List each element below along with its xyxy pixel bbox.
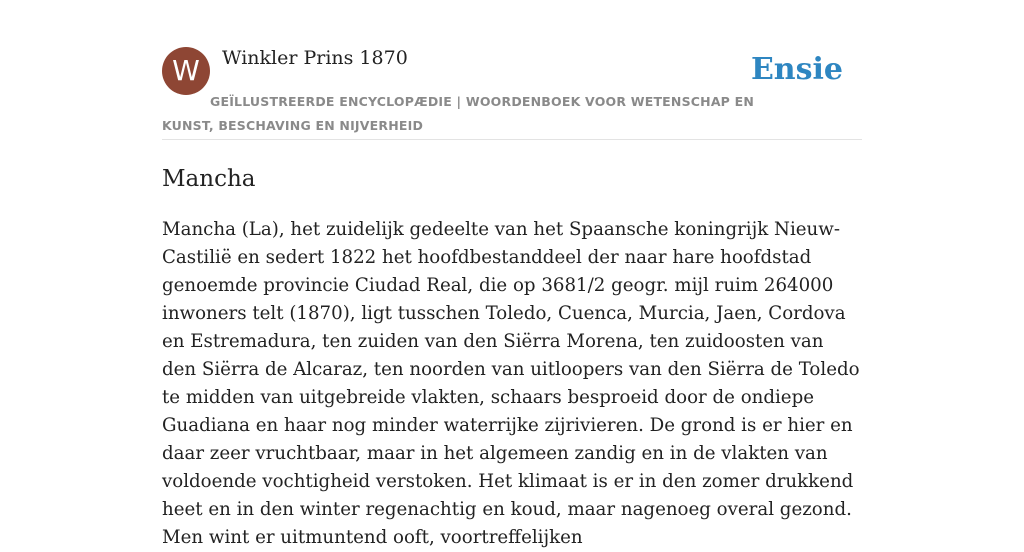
source-title[interactable]: Winkler Prins 1870	[222, 47, 408, 69]
source-subtitle: GEÏLLUSTREERDE ENCYCLOPÆDIE | WOORDENBOEK VOOR WETENSCHAP EN KUNST, BESCHAVING EN NIJVERHEID	[162, 94, 755, 133]
article-headword: Mancha	[162, 166, 256, 192]
header-divider	[162, 139, 862, 140]
publisher-avatar[interactable]: W	[162, 47, 210, 95]
ensie-logo[interactable]: Ensie	[750, 52, 843, 87]
article-body: Mancha (La), het zuidelijk gedeelte van het Spaansche koningrijk Nieuw-Castilië en sedert 1822 het hoofdbestanddeel der naar hare hoofdstad genoemde provincie Ciudad Real, die op 3681/2 geogr. mijl ruim 264000 inwoners telt (1870), ligt tusschen Toledo, Cuenca, Murcia, Jaen, Cordova en Estremadura, ten zuiden van den Siërra Morena, ten zuidoosten van den Siërra de Alcaraz, ten noorden van uitloopers van den Siërra de Toledo te midden van uitgebreide vlakten, schaars besproeid door de ondiepe Guadiana en haar nog minder waterrijke zijrivieren. De grond is er hier en daar zeer vruchtbaar, maar in het algemeen zandig en in de vlakten van voldoende vochtigheid verstoken. Het klimaat is er in den zomer drukkend heet en in den winter regenachtig en koud, maar nagenoeg overal gezond. Men wint er uitmuntend ooft, voortreffelijken	[162, 219, 860, 548]
